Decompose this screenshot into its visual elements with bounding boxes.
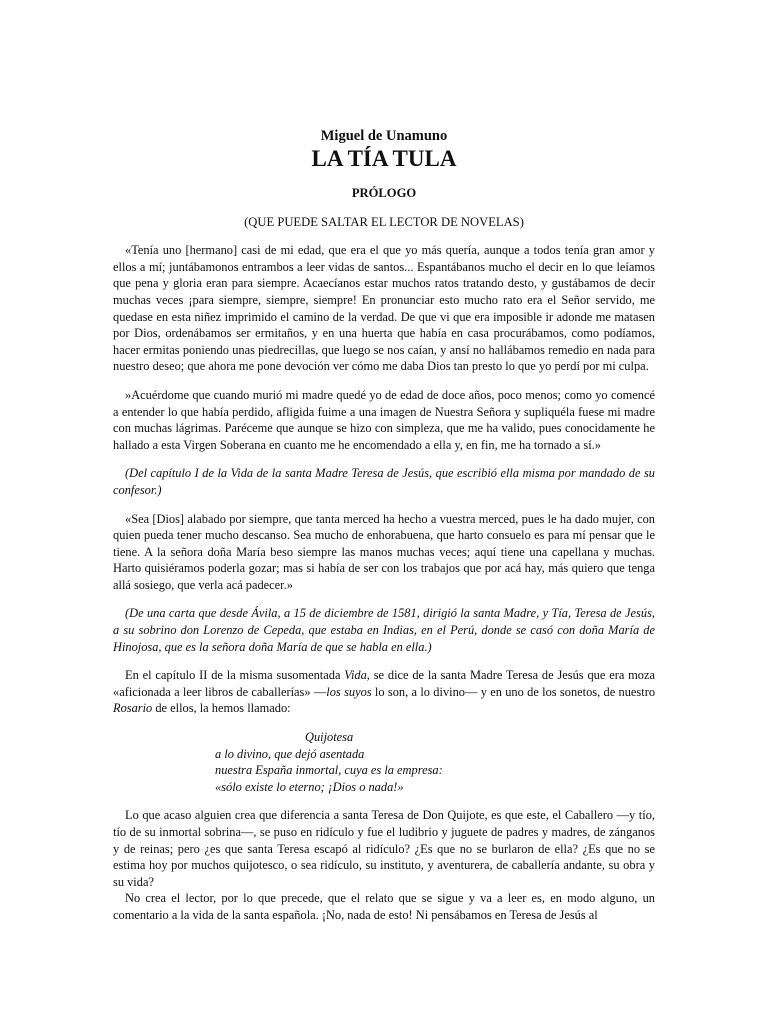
author-name: Miguel de Unamuno xyxy=(320,128,448,144)
poem-line: Quijotesa xyxy=(305,730,354,745)
book-title: LA TÍA TULA xyxy=(311,146,457,171)
poem-line: nuestra España inmortal, cuya es la empresa: xyxy=(215,763,443,778)
poem-line: a lo divino, que dejó asentada xyxy=(215,746,365,761)
emphasis-vida: Vida xyxy=(344,668,367,683)
paragraph-letter-quote: «Sea [Dios] alabado por siempre, que tanta merced ha hecho a vuestra merced, pues le ha dado mujer, con quien pueda tener mucho descanso. Sea mucho de enhorabuena, que harto consuelo es para mí pensar que le tiene. A la señora doña María beso siempre las manos muchas veces; aquí tiene una capellana y muchas. Harto quisiéramos poderla gozar; mas si había de ser con los trabajos que por acá hay, más quiero que tenga allá sosiego, que verla acá padecer.» xyxy=(113,511,655,592)
section-subtitle: (QUE PUEDE SALTAR EL LECTOR DE NOVELAS) xyxy=(244,214,524,229)
emphasis-los-suyos: los suyos xyxy=(326,684,372,699)
source-note-2: (De una carta que desde Ávila, a 15 de diciembre de 1581, dirigió la santa Madre, y Tía, Teresa de Jesús, a su sobrino don Lorenzo de Cepeda, que estaba en Indias, en el Perú, donde se casó con doña María de Hinojosa, que es la señora doña María de que se habla en ella.) xyxy=(113,606,655,654)
paragraph-quijote: Lo que acaso alguien crea que diferencia a santa Teresa de Don Quijote, es que este, el Caballero —y tío, tío de su inmortal sobrina—, se puso en ridículo y fue el ludibrio y juguete de padres y madres, de zánganos y de reinas; pero ¿es que santa Teresa escapó al ridículo? ¿Es que no se burlaron de ella? ¿Es que no se estima hoy por muchos quijotesco, o sea ridículo, su instituto, y aventurera, de caballería andante, su obra y su vida? xyxy=(113,808,655,889)
emphasis-rosario: Rosario xyxy=(113,701,153,716)
paragraph-text: lo son, a lo divino— y en uno de los sonetos, de nuestro xyxy=(371,684,656,699)
section-heading: PRÓLOGO xyxy=(351,186,417,200)
paragraph-lector: No crea el lector, por lo que precede, que el relato que se sigue y va a leer es, en modo alguno, un comentario a la vida de la santa española. ¡No, nada de esto! Ni pensábamos en Teresa de Jesús al xyxy=(113,891,655,922)
paragraph-text: de ellos, la hemos llamado: xyxy=(152,701,291,716)
paragraph-text: , se dice de la santa Madre Teresa de Jesús que era moza «aficionada a leer libros de caballerías» — xyxy=(113,668,655,699)
document-page xyxy=(113,128,655,936)
paragraph-text: En el capítulo II de la misma susomentada xyxy=(125,668,345,683)
source-note-1: (Del capítulo I de la Vida de la santa Madre Teresa de Jesús, que escribió ella misma por mandado de su confesor.) xyxy=(113,466,655,497)
poem-line: «sólo existe lo eterno; ¡Dios o nada!» xyxy=(215,779,404,794)
sonnet-excerpt xyxy=(215,729,655,795)
paragraph-quote-1: «Tenía uno [hermano] casi de mi edad, que era el que yo más quería, aunque a todos tenía gran amor y ellos a mí; juntábamonos entrambos a leer vidas de santos... Espantábanos mucho el decir en lo que leíamos que pena y gloria eran para siempre. Acaecíanos estar muchos ratos tratando desto, y gustábamos de decir muchas veces ¡para siempre, siempre, siempre! En pronunciar esto mucho rato era el Señor servido, me quedase en esta niñez imprimido el camino de la verdad. De que vi que era imposible ir adonde me matasen por Dios, ordenábamos ser ermitaños, y en una huerta que había en casa procurábamos, como podíamos, hacer ermitas poniendo unas piedrecillas, que luego se nos caían, y ansí no hallábamos remedio en nada para nuestro deseo; que ahora me pone devoción ver cómo me daba Dios tan presto lo que yo perdí por mi culpa. xyxy=(113,243,655,374)
paragraph-capitulo-ii xyxy=(113,667,655,717)
paragraph-quote-2: »Acuérdome que cuando murió mi madre quedé yo de edad de doce años, poco menos; como yo comencé a entender lo que había perdido, afligida fuime a una imagen de Nuestra Señora y supliquéla fuese mi madre con muchas lágrimas. Paréceme que aunque se hizo con simpleza, que me ha valido, pues conocidamente he hallado a esta Virgen Soberana en cuanto me he encomendado a ella y, en fin, me ha tornado a sí.» xyxy=(113,387,655,452)
